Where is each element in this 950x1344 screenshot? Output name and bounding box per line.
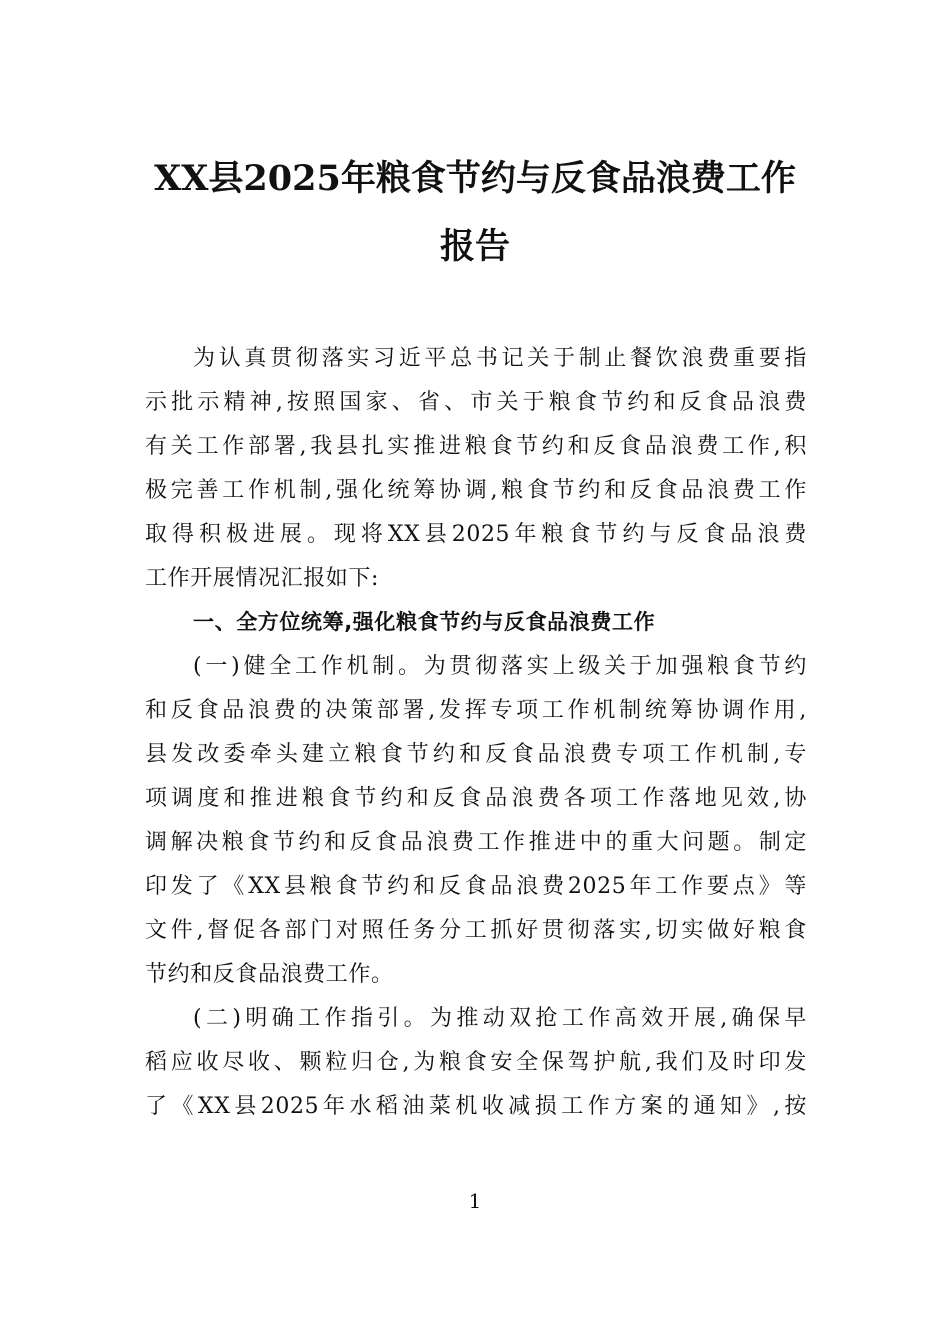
page-number: 1 — [468, 1189, 482, 1213]
paragraph-line: 示批示精神,按照国家、省、市关于粮食节约和反食品浪费 — [145, 390, 807, 415]
paragraph-line: (二)明确工作指引。为推动双抢工作高效开展,确保早 — [193, 1006, 807, 1031]
paragraph-line: 印发了《XX县粮食节约和反食品浪费2025年工作要点》等 — [145, 874, 807, 899]
paragraph-line: 项调度和推进粮食节约和反食品浪费各项工作落地见效,协 — [145, 786, 807, 811]
paragraph-line: 调解决粮食节约和反食品浪费工作推进中的重大问题。制定 — [145, 830, 807, 855]
paragraph-line: 取得积极进展。现将XX县2025年粮食节约与反食品浪费 — [145, 522, 807, 547]
paragraph-line: 节约和反食品浪费工作。 — [145, 962, 394, 987]
paragraph-line: 稻应收尽收、颗粒归仓,为粮食安全保驾护航,我们及时印发 — [145, 1050, 807, 1075]
paragraph-line: 和反食品浪费的决策部署,发挥专项工作机制统筹协调作用, — [145, 698, 807, 723]
paragraph-line: 极完善工作机制,强化统筹协调,粮食节约和反食品浪费工作 — [145, 478, 807, 503]
section-heading: 一、全方位统筹,强化粮食节约与反食品浪费工作 — [193, 610, 656, 634]
document-title-line-2: 报告 — [439, 226, 510, 267]
paragraph-line: (一)健全工作机制。为贯彻落实上级关于加强粮食节约 — [193, 654, 807, 679]
paragraph-line: 了《XX县2025年水稻油菜机收减损工作方案的通知》,按 — [145, 1094, 807, 1119]
paragraph-line: 工作开展情况汇报如下: — [145, 566, 380, 591]
document-title-line-1: XX县2025年粮食节约与反食品浪费工作 — [154, 158, 796, 199]
paragraph-line: 县发改委牵头建立粮食节约和反食品浪费专项工作机制,专 — [145, 742, 807, 767]
paragraph-line: 有关工作部署,我县扎实推进粮食节约和反食品浪费工作,积 — [145, 434, 807, 459]
paragraph-line: 文件,督促各部门对照任务分工抓好贯彻落实,切实做好粮食 — [145, 918, 807, 943]
paragraph-line: 为认真贯彻落实习近平总书记关于制止餐饮浪费重要指 — [193, 346, 807, 371]
